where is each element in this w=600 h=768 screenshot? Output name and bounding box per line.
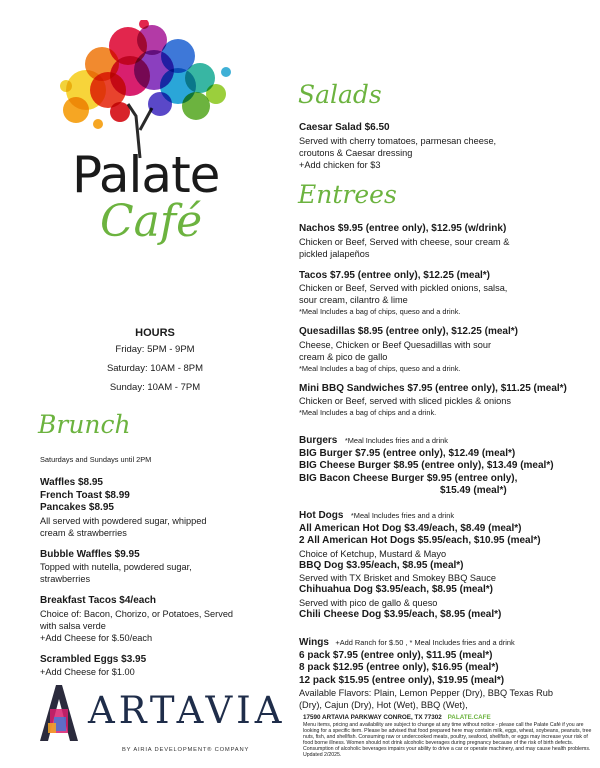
menu-item-desc: Served with pico de gallo & queso xyxy=(299,597,438,608)
footer-disclaimer-line: Menu items, pricing and availability are subject to change at any time without notice - please call the Palate Café if you are xyxy=(303,722,584,728)
meal-note: *Meal Includes a bag of chips, queso and a drink. xyxy=(299,363,461,373)
menu-item-bbq-dog: BBQ Dog $3.95/each, $8.95 (meal*) xyxy=(299,559,464,571)
menu-item-all-american-hot-dog: All American Hot Dog $3.49/each, $8.49 (meal*) xyxy=(299,522,522,534)
menu-item-desc: Served with TX Brisket and Smokey BBQ Sauce xyxy=(299,573,496,583)
menu-item-nachos: Nachos $9.95 (entree only), $12.95 (w/drink) xyxy=(299,223,507,234)
palate-cafe-logo xyxy=(40,20,240,270)
footer-url[interactable]: PALATE.CAFE xyxy=(447,714,491,721)
menu-item-desc: +Add chicken for $3 xyxy=(299,159,381,170)
menu-item-chili-cheese-dog: Chili Cheese Dog $3.95/each, $8.95 (meal*) xyxy=(299,608,502,620)
menu-item-wings-6-pack: 6 pack $7.95 (entree only), $11.95 (meal*) xyxy=(299,649,493,661)
footer-disclaimer-line: Updated 2/2025. xyxy=(303,752,342,758)
menu-item-desc: +Add Cheese for $1.00 xyxy=(40,667,135,677)
menu-item-desc: Served with cherry tomatoes, parmesan cheese, xyxy=(299,135,497,146)
footer-disclaimer-line: nuts, fish, and shellfish. Consuming raw or undercooked meats, poultry, seafood, shellfish, or eggs may increase your risk of xyxy=(303,734,588,740)
menu-item-desc: Chicken or Beef, Served with pickled onions, salsa, xyxy=(299,283,508,293)
burgers-meal-note: *Meal Includes fries and a drink xyxy=(344,436,448,445)
artavia-logo xyxy=(30,683,290,763)
menu-item-desc: sour cream, cilantro & lime xyxy=(299,295,408,305)
hours-friday: Friday: 5PM - 9PM xyxy=(115,344,195,355)
logo-word-palate: Palate xyxy=(72,146,220,204)
menu-item-desc: pickled jalapeños xyxy=(299,248,370,259)
menu-item-chihuahua-dog: Chihuahua Dog $3.95/each, $8.95 (meal*) xyxy=(299,584,493,595)
color-splash-tree-graphic xyxy=(40,20,240,160)
menu-item-bubble-waffles: Bubble Waffles $9.95 xyxy=(40,548,140,560)
menu-item-desc: +Add Cheese for $.50/each xyxy=(40,632,153,643)
artavia-mark-icon xyxy=(34,683,84,743)
menu-item-caesar-salad: Caesar Salad $6.50 xyxy=(299,122,390,133)
menu-item-wings-12-pack: 12 pack $15.95 (entree only), $19.95 (meal*) xyxy=(299,674,505,686)
menu-item-waffles: Waffles $8.95 xyxy=(40,477,103,488)
brunch-subtitle: Saturdays and Sundays until 2PM xyxy=(40,455,152,464)
wings-note: +Add Ranch for $.50 , * Meal Includes fries and a drink xyxy=(335,638,515,647)
menu-item-desc: All served with powdered sugar, whipped xyxy=(40,515,207,526)
menu-item-mini-bbq-sandwiches: Mini BBQ Sandwiches $7.95 (entree only), $11.25 (meal*) xyxy=(299,382,567,394)
burgers-title: Burgers xyxy=(299,435,338,446)
salads-section xyxy=(299,122,589,171)
hours-block xyxy=(40,326,270,397)
hours-title: HOURS xyxy=(135,327,175,339)
wings-flavors: Available Flavors: Plain, Lemon Pepper (Dry), BBQ Texas Rub xyxy=(299,688,553,698)
artavia-tagline: BY AIRIA DEVELOPMENT® COMPANY xyxy=(122,747,250,753)
hotdogs-section xyxy=(299,507,594,621)
menu-item-big-burger: BIG Burger $7.95 (entree only), $12.49 (meal*) xyxy=(299,447,516,459)
menu-item-scrambled-eggs: Scrambled Eggs $3.95 xyxy=(40,653,147,665)
menu-item-tacos: Tacos $7.95 (entree only), $12.25 (meal*) xyxy=(299,269,491,281)
menu-item-breakfast-tacos: Breakfast Tacos $4/each xyxy=(40,595,156,606)
menu-item-french-toast: French Toast $8.99 xyxy=(40,489,130,501)
hotdogs-meal-note: *Meal Includes fries and a drink xyxy=(350,511,455,520)
footer-disclaimer-line: Consumption of alcoholic beverages impairs your ability to drive a car or operate machinery, and may cause health problems. xyxy=(303,746,591,752)
menu-item-quesadillas: Quesadillas $8.95 (entree only), $12.25 (meal*) xyxy=(299,326,518,337)
menu-item-desc: Choice of: Bacon, Chorizo, or Potatoes, Served xyxy=(40,608,234,619)
menu-item-desc: Chicken or Beef, served with sliced pickles & onions xyxy=(299,396,511,406)
footer-address: 17590 ARTAVIA PARKWAY CONROE, TX 77302 xyxy=(303,714,442,721)
wings-flavors: (Dry), Cajun (Dry), Hot (Wet), BBQ (Wet), xyxy=(299,700,468,710)
meal-note: *Meal Includes a bag of chips, queso and a drink. xyxy=(299,307,461,316)
footer-disclaimer-line: food borne illness. Women should not drink alcoholic beverages during pregnancy because of the risk of birth defects. xyxy=(303,740,574,746)
menu-item-desc: with salsa verde xyxy=(40,620,106,631)
hours-saturday: Saturday: 10AM - 8PM xyxy=(106,363,204,374)
hours-sunday: Sunday: 10AM - 7PM xyxy=(109,382,201,393)
wings-title: Wings xyxy=(299,637,329,648)
menu-item-big-bacon-cheese-burger: BIG Bacon Cheese Burger $9.95 (entree only), xyxy=(299,472,518,484)
meal-note: *Meal Includes a bag of chips and a drink. xyxy=(299,408,437,417)
brunch-title: Brunch xyxy=(38,410,131,439)
footer xyxy=(303,713,593,758)
hotdogs-title: Hot Dogs xyxy=(299,510,344,521)
entrees-section xyxy=(299,223,594,418)
menu-item-desc: croutons & Caesar dressing xyxy=(299,147,413,158)
logo-word-cafe: Café xyxy=(100,196,203,247)
salads-title: Salads xyxy=(298,80,382,109)
menu-item-desc: cream & pico de gallo xyxy=(299,351,388,362)
artavia-wordmark: ARTAVIA xyxy=(88,689,286,732)
menu-item-desc: cream & strawberries xyxy=(40,527,127,538)
menu-item-pancakes: Pancakes $8.95 xyxy=(40,502,114,513)
menu-item-desc: Choice of Ketchup, Mustard & Mayo xyxy=(299,548,447,559)
menu-item-big-cheese-burger: BIG Cheese Burger $8.95 (entree only), $13.49 (meal*) xyxy=(299,460,554,471)
menu-item-price-continued: $15.49 (meal*) xyxy=(440,485,507,496)
burgers-section xyxy=(299,432,594,498)
menu-item-desc: Topped with nutella, powdered sugar, xyxy=(40,562,192,572)
footer-disclaimer-line: looking for a specific item. Please be advised that food prepared here may contain milk, eggs, wheat, soybeans, peanuts, tree xyxy=(303,728,592,734)
menu-item-desc: Cheese, Chicken or Beef Quesadillas with sour xyxy=(299,339,492,350)
wings-section xyxy=(299,634,594,711)
menu-item-desc: Chicken or Beef, Served with cheese, sour cream & xyxy=(299,236,510,247)
brunch-section xyxy=(40,455,285,678)
entrees-title: Entrees xyxy=(298,180,397,209)
menu-item-2-all-american-hot-dogs: 2 All American Hot Dogs $5.95/each, $10.95 (meal*) xyxy=(299,535,541,546)
menu-item-desc: strawberries xyxy=(40,574,91,584)
menu-item-wings-8-pack: 8 pack $12.95 (entree only), $16.95 (meal*) xyxy=(299,662,499,673)
